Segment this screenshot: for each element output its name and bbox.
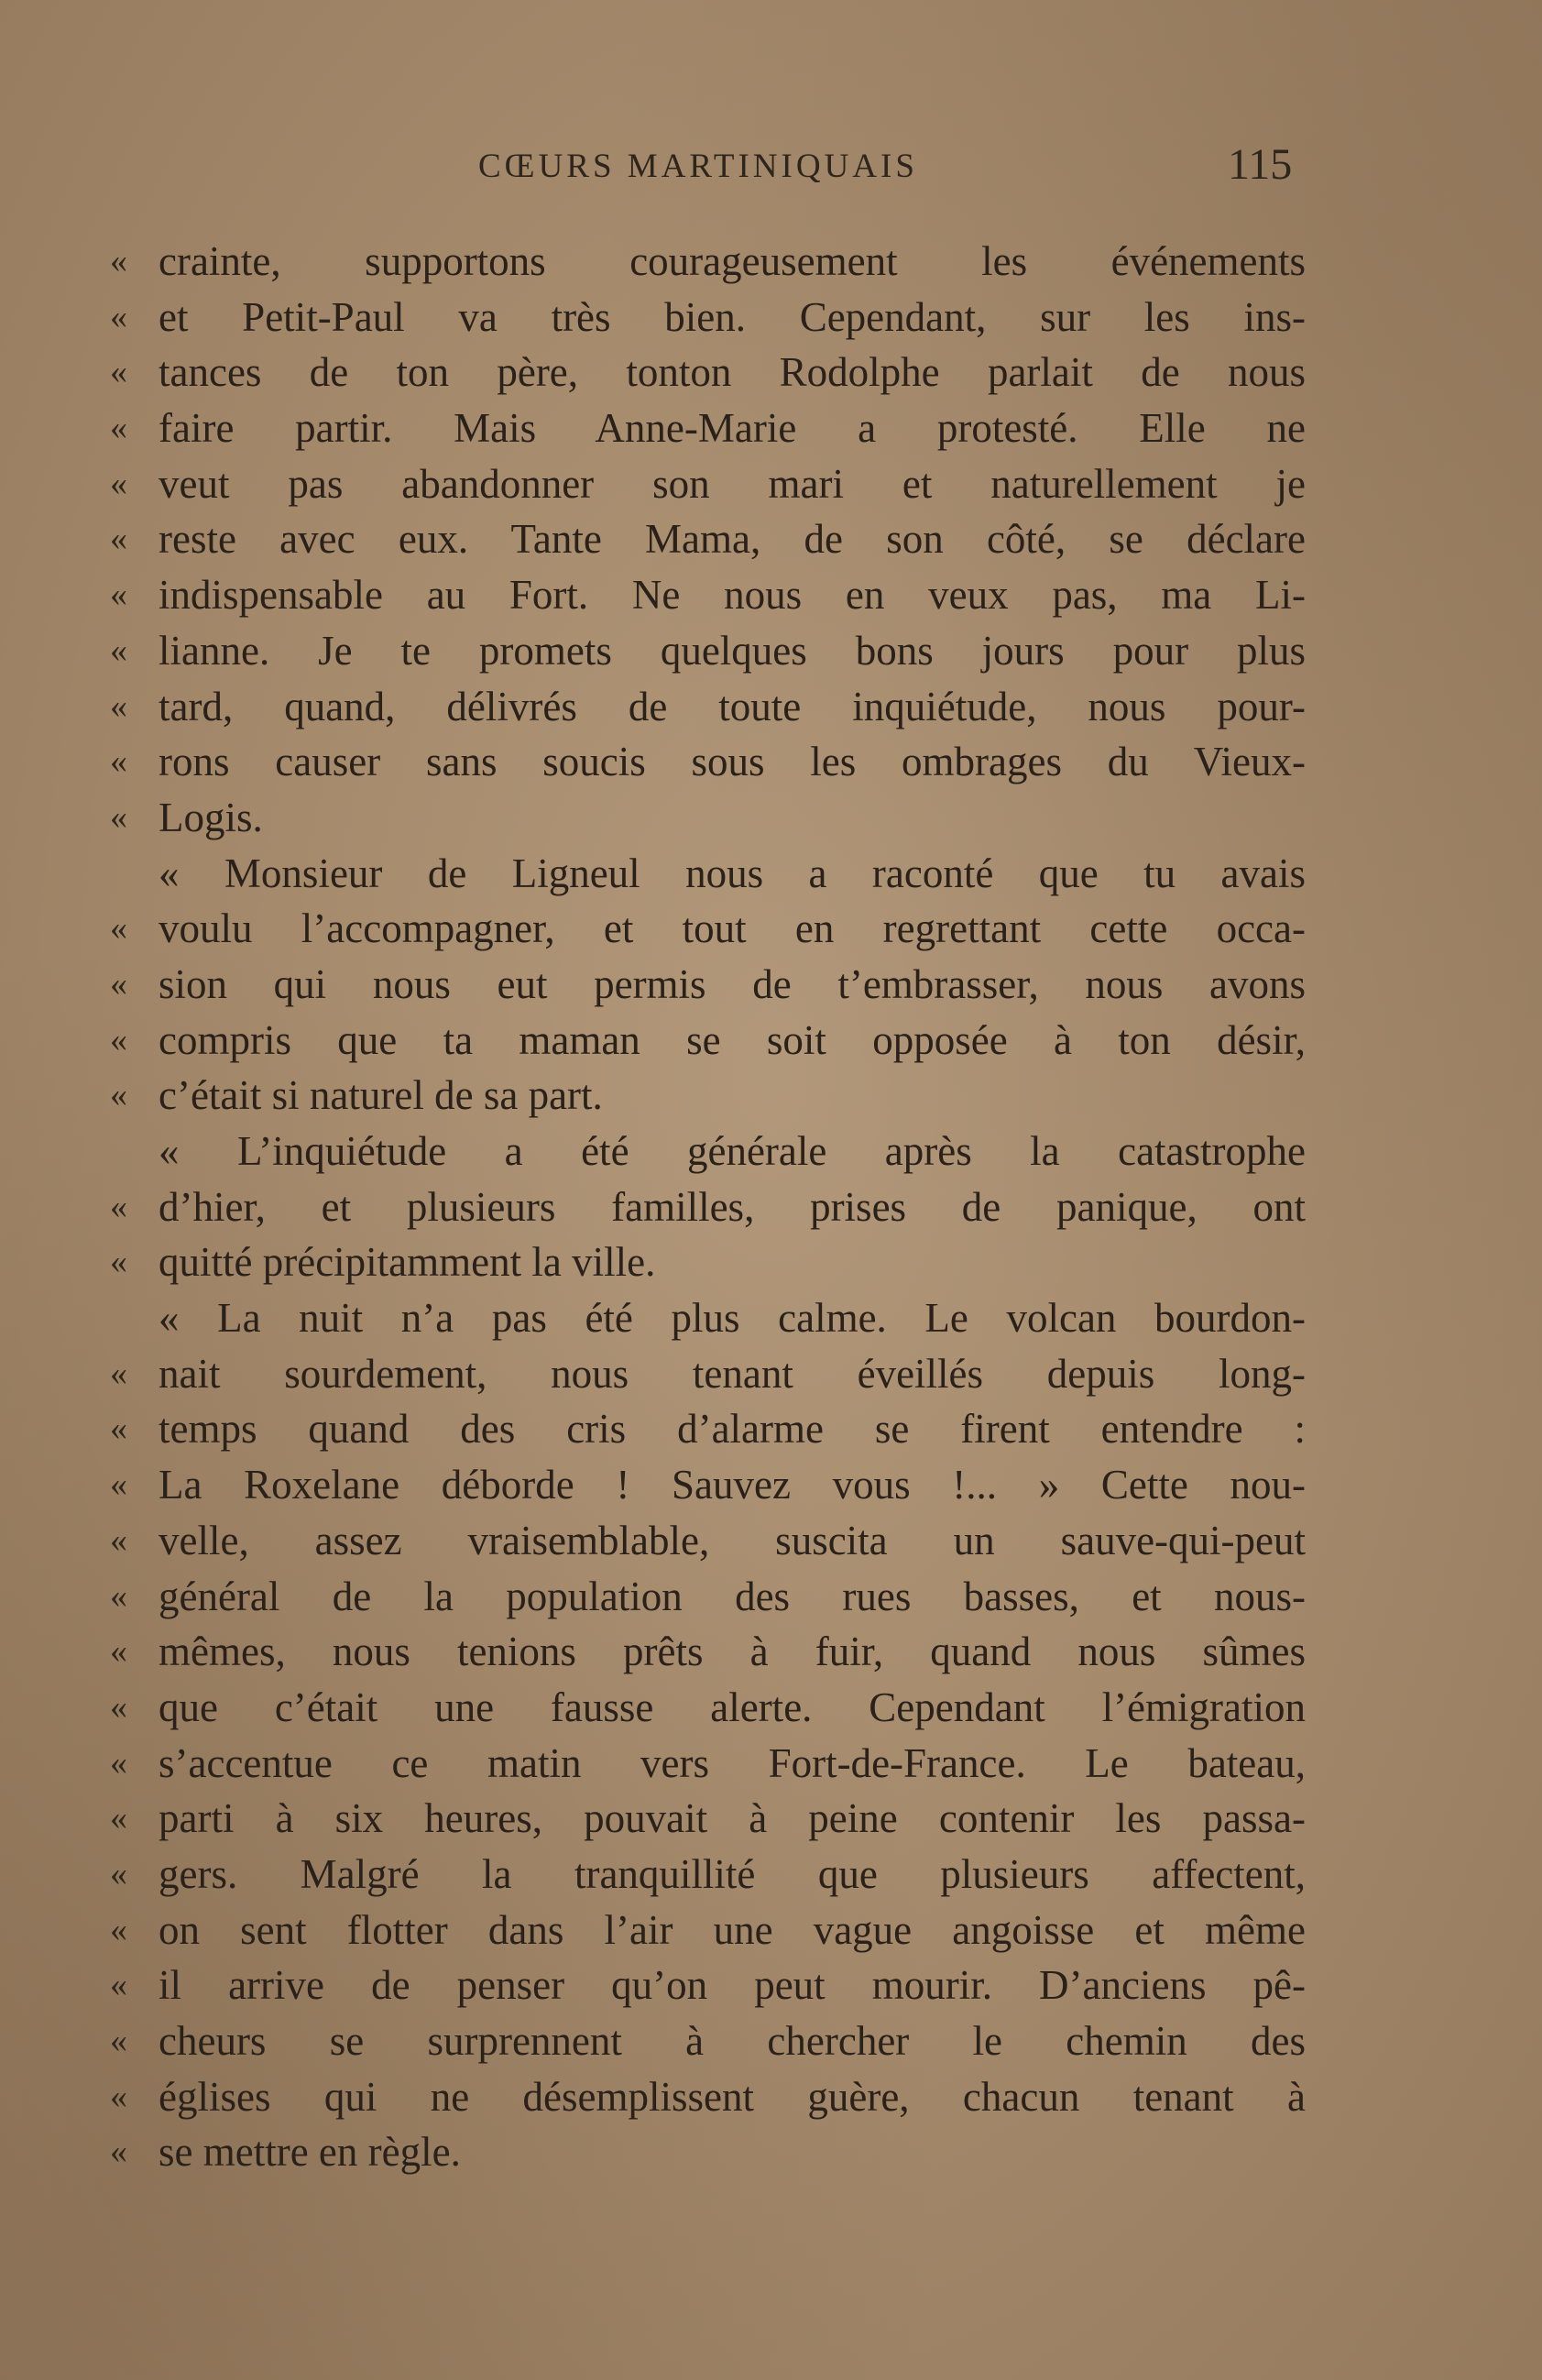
text-line [110, 957, 1306, 1013]
text-line [110, 1179, 1306, 1235]
text-line [110, 511, 1306, 567]
line-text: compris que ta maman se soit opposée à ton désir, [159, 1016, 1306, 1063]
text-line [110, 234, 1306, 290]
text-line [110, 790, 1306, 846]
text-line [110, 1958, 1306, 2013]
line-text: « L’inquiétude a été générale après la catastrophe [159, 1128, 1306, 1174]
text-line [110, 400, 1306, 456]
line-text: « Monsieur de Ligneul nous a raconté que tu avais [159, 850, 1306, 896]
page-number: 115 [1228, 140, 1293, 189]
quote-mark: « [110, 1076, 127, 1115]
quote-mark: « [110, 797, 127, 837]
line-text: mêmes, nous tenions prêts à fuir, quand nous sûmes [159, 1629, 1306, 1675]
quote-mark: « [110, 1687, 127, 1727]
quote-mark: « [110, 2077, 127, 2116]
quote-mark: « [110, 742, 127, 782]
quote-mark: « [110, 242, 127, 280]
text-line [110, 2124, 1306, 2180]
running-title: CŒURS MARTINIQUAIS [478, 148, 918, 185]
line-text: c’était si naturel de sa part. [159, 1072, 603, 1119]
text-line [110, 1068, 1306, 1124]
line-text: se mettre en règle. [159, 2129, 461, 2176]
text-line [110, 901, 1306, 957]
line-text: voulu l’accompagner, et tout en regrettant cette occa- [159, 905, 1306, 952]
quote-mark: « [110, 2022, 127, 2060]
text-line [110, 1736, 1306, 1792]
text-line [110, 1903, 1306, 1958]
text-line [110, 2069, 1306, 2125]
line-text: Logis. [159, 794, 263, 840]
quote-mark: « [110, 1243, 127, 1282]
quote-mark: « [110, 1910, 127, 1949]
text-line [110, 567, 1306, 623]
line-text: tances de ton père, tonton Rodolphe parlait de nous [159, 349, 1306, 396]
quote-mark: « [110, 353, 127, 392]
quote-mark: « [110, 1576, 127, 1616]
text-line [110, 1013, 1306, 1069]
text-line [110, 1290, 1306, 1346]
text-line [110, 2013, 1306, 2069]
line-text: crainte, supportons courageusement les événements [159, 238, 1306, 284]
text-line [110, 1569, 1306, 1625]
text-line [110, 1401, 1306, 1457]
quote-mark: « [110, 1632, 127, 1672]
quote-mark: « [110, 1409, 127, 1449]
line-text: faire partir. Mais Anne-Marie a protesté. Elle ne [159, 405, 1306, 452]
quote-mark: « [110, 576, 127, 615]
line-text: églises qui ne désemplissent guère, chacun tenant à [159, 2073, 1306, 2120]
quote-mark: « [110, 297, 127, 336]
quote-mark: « [110, 409, 127, 448]
text-line [110, 345, 1306, 400]
quote-mark: « [110, 1187, 127, 1226]
line-text: d’hier, et plusieurs familles, prises de panique, ont [159, 1183, 1306, 1230]
line-text: sion qui nous eut permis de t’embrasser, nous avons [159, 960, 1306, 1007]
line-text: nait sourdement, nous tenant éveillés depuis long- [159, 1350, 1306, 1397]
quote-mark: « [110, 2133, 127, 2172]
line-text: temps quand des cris d’alarme se firent entendre : [159, 1406, 1306, 1453]
line-text: que c’était une fausse alerte. Cependant l’émigration [159, 1684, 1306, 1730]
line-text: général de la population des rues basses, et nous- [159, 1573, 1306, 1619]
text-line [110, 1124, 1306, 1179]
quote-mark: « [110, 1020, 127, 1059]
line-text: reste avec eux. Tante Mama, de son côté, se déclare [159, 516, 1306, 563]
line-text: tard, quand, délivrés de toute inquiétude, nous pour- [159, 683, 1306, 729]
quote-mark: « [110, 1966, 127, 2005]
line-text: gers. Malgré la tranquillité que plusieurs affectent, [159, 1850, 1306, 1897]
page-header [0, 139, 1542, 194]
text-line [110, 1234, 1306, 1290]
line-text: et Petit-Paul va très bien. Cependant, sur les ins- [159, 293, 1306, 340]
line-text: La Roxelane déborde ! Sauvez vous !... » Cette nou- [159, 1462, 1306, 1508]
line-text: parti à six heures, pouvait à peine contenir les passa- [159, 1795, 1306, 1842]
line-text: indispensable au Fort. Ne nous en veux pas, ma Li- [159, 572, 1306, 619]
line-text: velle, assez vraisemblable, suscita un sauve-qui-peut [159, 1517, 1306, 1563]
body-text [110, 234, 1306, 2180]
line-text: rons causer sans soucis sous les ombrages du Vieux- [159, 739, 1306, 785]
text-line [110, 1346, 1306, 1402]
text-line [110, 1680, 1306, 1736]
text-line [110, 1624, 1306, 1680]
line-text: on sent flotter dans l’air une vague angoisse et même [159, 1906, 1306, 1953]
quote-mark: « [110, 1799, 127, 1838]
line-text: cheurs se surprennent à chercher le chemin des [159, 2018, 1306, 2064]
text-line [110, 679, 1306, 735]
quote-mark: « [110, 909, 127, 949]
quote-mark: « [110, 1465, 127, 1505]
text-line [110, 846, 1306, 902]
text-line [110, 623, 1306, 679]
text-line [110, 1513, 1306, 1569]
quote-mark: « [110, 1854, 127, 1893]
quote-mark: « [110, 631, 127, 670]
text-line [110, 1847, 1306, 1903]
text-line [110, 456, 1306, 512]
quote-mark: « [110, 1520, 127, 1560]
line-text: « La nuit n’a pas été plus calme. Le volcan bourdon- [159, 1295, 1306, 1342]
quote-mark: « [110, 1354, 127, 1393]
quote-mark: « [110, 520, 127, 559]
text-line [110, 1791, 1306, 1847]
quote-mark: « [110, 464, 127, 503]
line-text: il arrive de penser qu’on peut mourir. D’anciens pê- [159, 1962, 1306, 2009]
text-line [110, 290, 1306, 345]
line-text: veut pas abandonner son mari et naturellement je [159, 460, 1306, 507]
text-line [110, 1457, 1306, 1513]
quote-mark: « [110, 964, 127, 1004]
quote-mark: « [110, 1743, 127, 1782]
line-text: quitté précipitamment la ville. [159, 1239, 656, 1286]
line-text: s’accentue ce matin vers Fort-de-France. Le bateau, [159, 1739, 1306, 1786]
text-line [110, 734, 1306, 790]
quote-mark: « [110, 686, 127, 726]
line-text: lianne. Je te promets quelques bons jours pour plus [159, 627, 1306, 674]
